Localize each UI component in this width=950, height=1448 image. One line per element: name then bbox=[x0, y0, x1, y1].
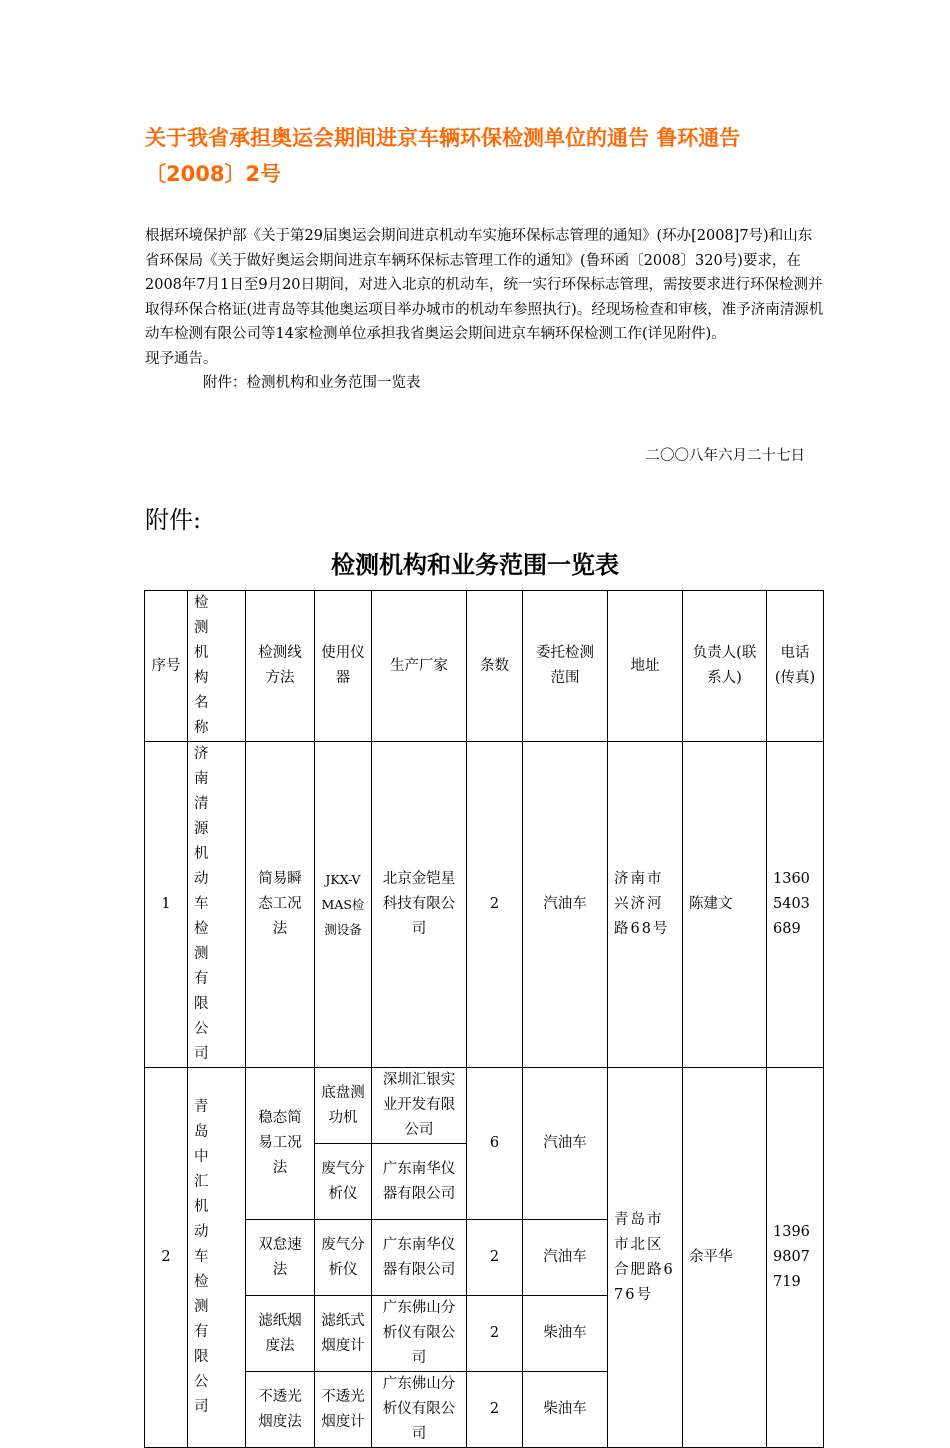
row2-m4-method: 不透光烟度法 bbox=[246, 1372, 315, 1448]
row2-phone: 13969807719 bbox=[767, 1068, 824, 1448]
row2-m4-device: 不透光烟度计 bbox=[315, 1372, 372, 1448]
row1-lines: 2 bbox=[467, 742, 523, 1068]
row2-m4-scope: 柴油车 bbox=[523, 1372, 608, 1448]
table-title: 检测机构和业务范围一览表 bbox=[331, 551, 619, 579]
row2-m1-method: 稳态简易工况法 bbox=[246, 1068, 315, 1220]
row1-method: 简易瞬态工况法 bbox=[246, 742, 315, 1068]
notice-date: 二〇〇八年六月二十七日 bbox=[645, 448, 805, 464]
row2-address: 青岛市市北区合肥路676号 bbox=[608, 1068, 683, 1448]
notice-body bbox=[145, 224, 825, 396]
row2-m1-device-a: 底盘测功机 bbox=[315, 1068, 372, 1144]
row1-device: JKX-VMAS检测设备 bbox=[315, 742, 372, 1068]
row2-m1-maker-b: 广东南华仪器有限公司 bbox=[372, 1144, 467, 1220]
header-name: 检测机构名称 bbox=[188, 591, 246, 742]
row1-person: 陈建文 bbox=[683, 742, 767, 1068]
row2-m3-maker: 广东佛山分析仪有限公司 bbox=[372, 1296, 467, 1372]
row2-m1-maker-a: 深圳汇银实业开发有限公司 bbox=[372, 1068, 467, 1144]
agency-table bbox=[144, 590, 824, 1448]
row2-m1-device-b: 废气分析仪 bbox=[315, 1144, 372, 1220]
notice-paragraph: 根据环境保护部《关于第29届奥运会期间进京机动车实施环保标志管理的通知》(环办[2008]7号)和山东省环保局《关于做好奥运会期间进京车辆环保标志管理工作的通知》(鲁环函〔2008〕320号)要求，在2008年7月1日至9月20日期间，对进入北京的机动车，统一实行环保标志管理，需按要求进行环保检测并取得环保合格证(进青岛等其他奥运项目举办城市的机动车参照执行)。经现场检查和审核，准予济南清源机动车检测有限公司等14家检测单位承担我省奥运会期间进京车辆环保检测工作(详见附件)。 bbox=[145, 228, 824, 342]
row1-phone: 13605403689 bbox=[767, 742, 824, 1068]
row1-seq: 1 bbox=[145, 742, 188, 1068]
row2-m4-lines: 2 bbox=[467, 1372, 523, 1448]
header-device: 使用仪器 bbox=[315, 591, 372, 742]
header-seq: 序号 bbox=[145, 591, 188, 742]
row2-m1-scope: 汽油车 bbox=[523, 1068, 608, 1220]
header-phone: 电话(传真) bbox=[767, 591, 824, 742]
header-scope: 委托检测范围 bbox=[523, 591, 608, 742]
row2-m2-device: 废气分析仪 bbox=[315, 1220, 372, 1296]
annex-label: 附件: bbox=[145, 506, 202, 534]
header-person: 负责人(联系人) bbox=[683, 591, 767, 742]
row2-m4-maker: 广东佛山分析仪有限公司 bbox=[372, 1372, 467, 1448]
row2-m2-lines: 2 bbox=[467, 1220, 523, 1296]
page-title: 关于我省承担奥运会期间进京车辆环保检测单位的通告 鲁环通告〔2008〕2号 bbox=[145, 126, 741, 186]
row2-m3-method: 滤纸烟度法 bbox=[246, 1296, 315, 1372]
row2-m3-device: 滤纸式烟度计 bbox=[315, 1296, 372, 1372]
row2-seq: 2 bbox=[145, 1068, 188, 1448]
header-lines: 条数 bbox=[467, 591, 523, 742]
header-row bbox=[145, 591, 824, 742]
table-row bbox=[145, 1068, 824, 1144]
notice-closing: 现予通告。 bbox=[145, 350, 218, 367]
row2-person: 余平华 bbox=[683, 1068, 767, 1448]
row1-name: 济南清源机动车检测有限公司 bbox=[188, 742, 246, 1068]
header-address: 地址 bbox=[608, 591, 683, 742]
row2-m1-lines: 6 bbox=[467, 1068, 523, 1220]
row2-m3-lines: 2 bbox=[467, 1296, 523, 1372]
row1-maker: 北京金铠星科技有限公司 bbox=[372, 742, 467, 1068]
row1-scope: 汽油车 bbox=[523, 742, 608, 1068]
row2-name: 青岛中汇机动车检测有限公司 bbox=[188, 1068, 246, 1448]
row2-m2-maker: 广东南华仪器有限公司 bbox=[372, 1220, 467, 1296]
row2-m2-method: 双怠速法 bbox=[246, 1220, 315, 1296]
header-method: 检测线方法 bbox=[246, 591, 315, 742]
row1-address: 济南市兴济河路68号 bbox=[608, 742, 683, 1068]
row2-m2-scope: 汽油车 bbox=[523, 1220, 608, 1296]
table-row bbox=[145, 742, 824, 1068]
header-maker: 生产厂家 bbox=[372, 591, 467, 742]
attachment-line: 附件：检测机构和业务范围一览表 bbox=[203, 375, 421, 391]
row2-m3-scope: 柴油车 bbox=[523, 1296, 608, 1372]
